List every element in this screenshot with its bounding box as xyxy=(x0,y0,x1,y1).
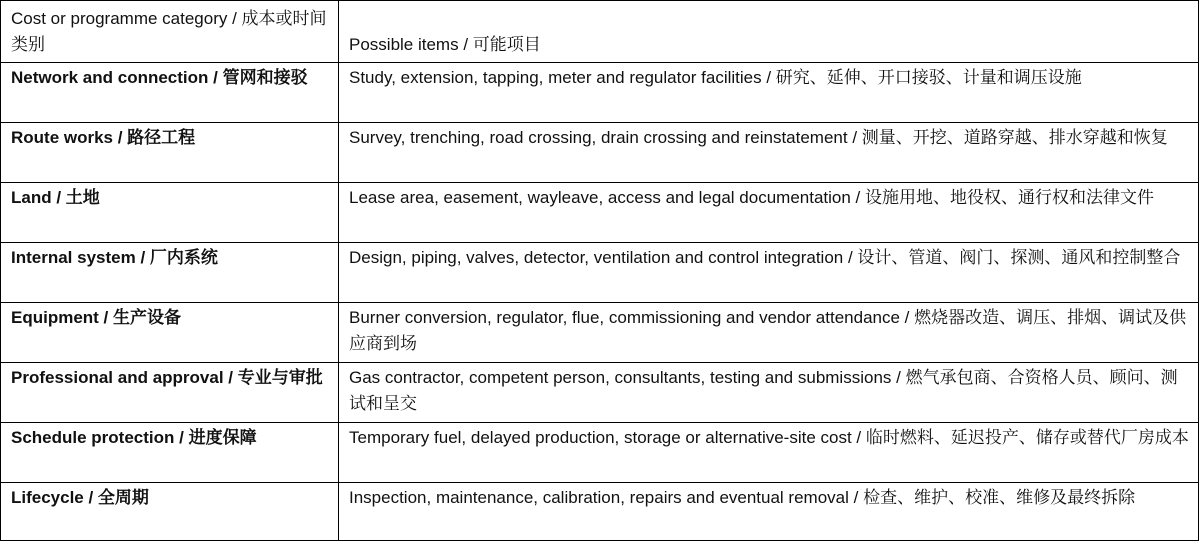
row-items: Study, extension, tapping, meter and regulator facilities / 研究、延伸、开口接驳、计量和调压设施 xyxy=(339,63,1199,123)
row-category: Lifecycle / 全周期 xyxy=(1,483,339,541)
row-items: Temporary fuel, delayed production, storage or alternative-site cost / 临时燃料、延迟投产、储存或替代厂房成本 xyxy=(339,423,1199,483)
row-category: Professional and approval / 专业与审批 xyxy=(1,363,339,423)
table-row xyxy=(1,123,1199,183)
table-row xyxy=(1,303,1199,363)
row-category: Land / 土地 xyxy=(1,183,339,243)
row-category: Internal system / 厂内系统 xyxy=(1,243,339,303)
row-items: Inspection, maintenance, calibration, repairs and eventual removal / 检查、维护、校准、维修及最终拆除 xyxy=(339,483,1199,541)
table-row xyxy=(1,363,1199,423)
table-row xyxy=(1,483,1199,541)
table-row xyxy=(1,423,1199,483)
row-items: Design, piping, valves, detector, ventilation and control integration / 设计、管道、阀门、探测、通风和控制整合 xyxy=(339,243,1199,303)
table-row xyxy=(1,183,1199,243)
row-items: Burner conversion, regulator, flue, commissioning and vendor attendance / 燃烧器改造、调压、排烟、调试及供应商到场 xyxy=(339,303,1199,363)
row-items: Gas contractor, competent person, consultants, testing and submissions / 燃气承包商、合资格人员、顾问、测试和呈交 xyxy=(339,363,1199,423)
row-category: Network and connection / 管网和接驳 xyxy=(1,63,339,123)
header-items: Possible items / 可能项目 xyxy=(339,1,1199,63)
table-row xyxy=(1,243,1199,303)
row-category: Equipment / 生产设备 xyxy=(1,303,339,363)
header-category: Cost or programme category / 成本或时间类别 xyxy=(1,1,339,63)
table-row xyxy=(1,63,1199,123)
row-items: Survey, trenching, road crossing, drain crossing and reinstatement / 测量、开挖、道路穿越、排水穿越和恢复 xyxy=(339,123,1199,183)
header-row xyxy=(1,1,1199,63)
row-category: Schedule protection / 进度保障 xyxy=(1,423,339,483)
row-items: Lease area, easement, wayleave, access and legal documentation / 设施用地、地役权、通行权和法律文件 xyxy=(339,183,1199,243)
row-category: Route works / 路径工程 xyxy=(1,123,339,183)
